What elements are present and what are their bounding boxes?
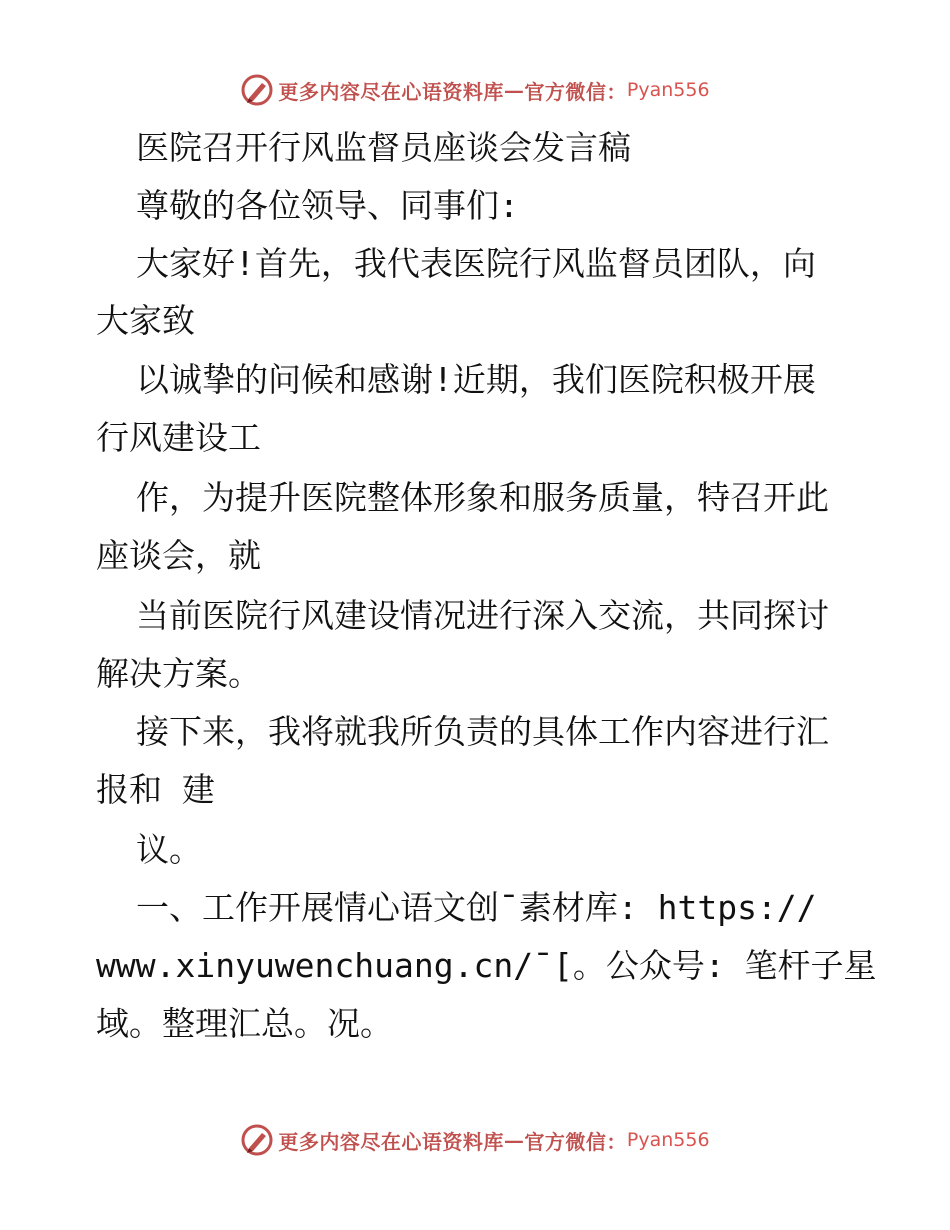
banner-official-label: 官方微信：	[524, 1129, 627, 1154]
banner-wechat-id: Pyan556	[626, 1129, 710, 1151]
pen-logo-icon	[240, 73, 274, 107]
salutation: 尊敬的各位领导、同事们:	[136, 186, 519, 225]
paragraph-line: 解决方案。	[96, 654, 261, 693]
paragraph-line: 接下来，我将就我所负责的具体工作内容进行汇	[136, 712, 829, 751]
paragraph-line: 大家好!首先，我代表医院行风监督员团队，向	[136, 244, 816, 283]
document-title: 医院召开行风监督员座谈会发言稿	[136, 128, 631, 167]
paragraph-line: 域。整理汇总。况。	[96, 1004, 393, 1043]
paragraph-line: 报和 建	[96, 770, 215, 809]
paragraph-line: www.xinyuwenchuang.cn/¯[。公众号: 笔杆子星	[96, 946, 877, 985]
paragraph-line: 一、工作开展情心语文创¯素材库: https://	[136, 888, 817, 927]
banner-dash: —	[503, 78, 525, 102]
paragraph-line: 行风建设工	[96, 418, 261, 457]
pen-logo-icon	[240, 1123, 274, 1157]
paragraph-line: 作，为提升医院整体形象和服务质量，特召开此	[136, 478, 829, 517]
paragraph-line: 以诚挚的问候和感谢!近期，我们医院积极开展	[136, 360, 816, 399]
banner-dash: —	[503, 1128, 525, 1152]
paragraph-line: 当前医院行风建设情况进行深入交流，共同探讨	[136, 596, 829, 635]
banner-main-text: 更多内容尽在心语资料库	[278, 79, 504, 104]
header-banner	[0, 70, 950, 110]
paragraph-line: 大家致	[96, 301, 195, 340]
banner-main-text: 更多内容尽在心语资料库	[278, 1129, 504, 1154]
banner-wechat-id: Pyan556	[626, 79, 710, 101]
paragraph-line: 座谈会，就	[96, 536, 261, 575]
banner-official-label: 官方微信：	[524, 79, 627, 104]
footer-banner	[0, 1120, 950, 1160]
paragraph-line: 议。	[136, 830, 202, 869]
